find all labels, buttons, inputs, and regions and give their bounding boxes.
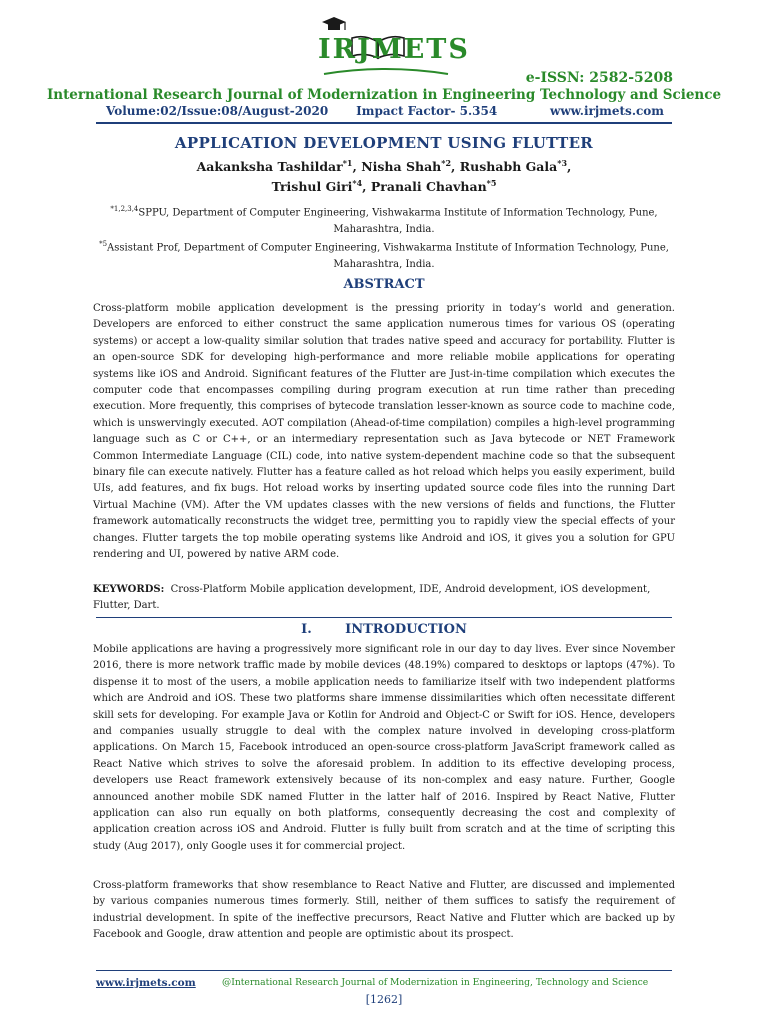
author-sup: *3 [557,158,568,168]
affiliation-1 [96,201,672,238]
journal-logo [318,16,470,78]
author-name: Rushabh Gala [459,159,558,175]
paper-title: APPLICATION DEVELOPMENT USING FLUTTER [174,134,594,152]
author-name: Pranali Chavhan [370,179,487,195]
journal-name: International Research Journal of Modernization in Engineering Technology and Science [46,87,722,103]
intro-paragraph-1: Mobile applications are having a progressively more significant role in our day to day lives. Ever since November 2016, there is more network traffic made by mobile devices (48.19%) compared to desktops or laptops (47%). To dispense it to most of the users, a mobile application needs to familiarize itself with two independent platforms which are Android and iOS. These two platforms share immense dissimilarities which often necessitate different skill sets for developing. For example Java or Kotlin for Android and Object-C or Swift for iOS. Hence, developers and companies usually struggle to deal with the complex nature involved in developing cross-platform applications. On March 15, Facebook introduced an open-source cross-platform JavaScript framework called as React Native which strives to solve the aforesaid problem. In addition to its effective developing process, developers use React framework extensively because of its non-complex and easy nature. Further, Google announced another mobile SDK named Flutter in the latter half of 2016. Inspired by React Native, Flutter application can also run equally on both platforms, consequently decreasing the cost and complexity of application creation across iOS and Android. Flutter is fully built from scratch and at the time of scripting this study (Aug 2017), only Google uses it for commercial project. [93,644,675,852]
volume-issue [106,104,497,118]
volume-text: Volume:02/Issue:08/August-2020 [106,104,329,118]
footer-website-link[interactable]: www.irjmets.com [96,977,196,989]
footer-copyright: @International Research Journal of Modernization in Engineering, Technology and Science [222,977,649,988]
introduction-heading [0,622,768,637]
intro-paragraph-2: Cross-platform frameworks that show resemblance to React Native and Flutter, are discussed and implemented by various companies numerous times formerly. Still, neither of them suffices to satisfy the requirement of industrial development. In spite of the ineffective precursors, React Native and Flutter which are backed up by Facebook and Google, draw attention and people are optimistic about its prospect. [93,880,675,941]
author-sep: , [352,159,362,175]
authors-line-2 [0,178,768,194]
author-sup: *4 [352,178,363,188]
logo-text: IRJMETS [318,34,470,65]
keywords [93,582,675,615]
issn: e-ISSN: 2582-5208 [525,70,673,86]
author-sep: , [451,159,460,175]
affiliation-sup: *5 [99,240,108,248]
affiliation-sup: *1,2,3,4 [110,205,139,213]
author-name: Aakanksha Tashildar [196,159,343,175]
header-rule [96,122,672,124]
author-sup: *1 [342,158,353,168]
section-number: I. [301,622,312,637]
impact-factor: Impact Factor- 5.354 [356,104,498,118]
keywords-text: Cross-Platform Mobile application development, IDE, Android development, iOS development, Flutter, Dart. [93,584,651,612]
affiliation-text: Assistant Prof, Department of Computer Engineering, Vishwakarma Institute of Information Technology, Pune, Maharashtra, India. [107,242,669,271]
affiliation-2 [96,236,672,273]
keywords-rule [96,617,672,618]
affiliation-text: SPPU, Department of Computer Engineering, Vishwakarma Institute of Information Technology, Pune, Maharashtra, India. [138,207,658,236]
authors-line-1 [0,158,768,174]
abstract-heading: ABSTRACT [343,277,425,292]
author-sup: *5 [486,178,497,188]
author-name: Trishul Giri [271,179,353,195]
abstract-text: Cross-platform mobile application development is the pressing priority in today’s world and generation. Developers are enforced to either construct the same application numerous times for various OS (operating systems) or accept a low-quality similar solution that trades native speed and accuracy for portability. Flutter is an open-source SDK for developing high-performance and more reliable mobile applications for operating systems like iOS and Android. Significant features of the Flutter are Just-in-time compilation which executes the computer code that encompasses compiling during program execution at run time rather than preceding execution. More frequently, this comprises of bytecode translation lesser-known as source code to machine code, which is unswervingly executed. AOT compilation (Ahead-of-time compilation) compiles a high-level programming language such as C or C++, or an intermediary representation such as Java bytecode or NET Framework Common Intermediate Language (CIL) code, into native system-dependent machine code so that the subsequent binary file can execute natively. Flutter has a feature called as hot reload which helps you easily experiment, build UIs, add features, and fix bugs. Hot reload works by inserting updated source code files into the running Dart Virtual Machine (VM). After the VM updates classes with the new versions of fields and functions, the Flutter framework automatically reconstructs the widget tree, permitting you to rapidly view the special effects of your changes. Flutter targets the top mobile operating systems like Android and iOS, it gives you a solution for GPU rendering and UI, powered by native ARM code. [93,303,675,561]
author-name: Nisha Shah [361,159,442,175]
page-number: [1262] [365,993,403,1006]
author-sep: , [567,159,572,175]
author-sep: , [362,179,371,195]
keywords-label: KEYWORDS: [93,584,165,595]
section-title: INTRODUCTION [345,622,467,637]
footer-rule [96,970,672,971]
author-sup: *2 [441,158,452,168]
header-website: www.irjmets.com [550,104,664,118]
